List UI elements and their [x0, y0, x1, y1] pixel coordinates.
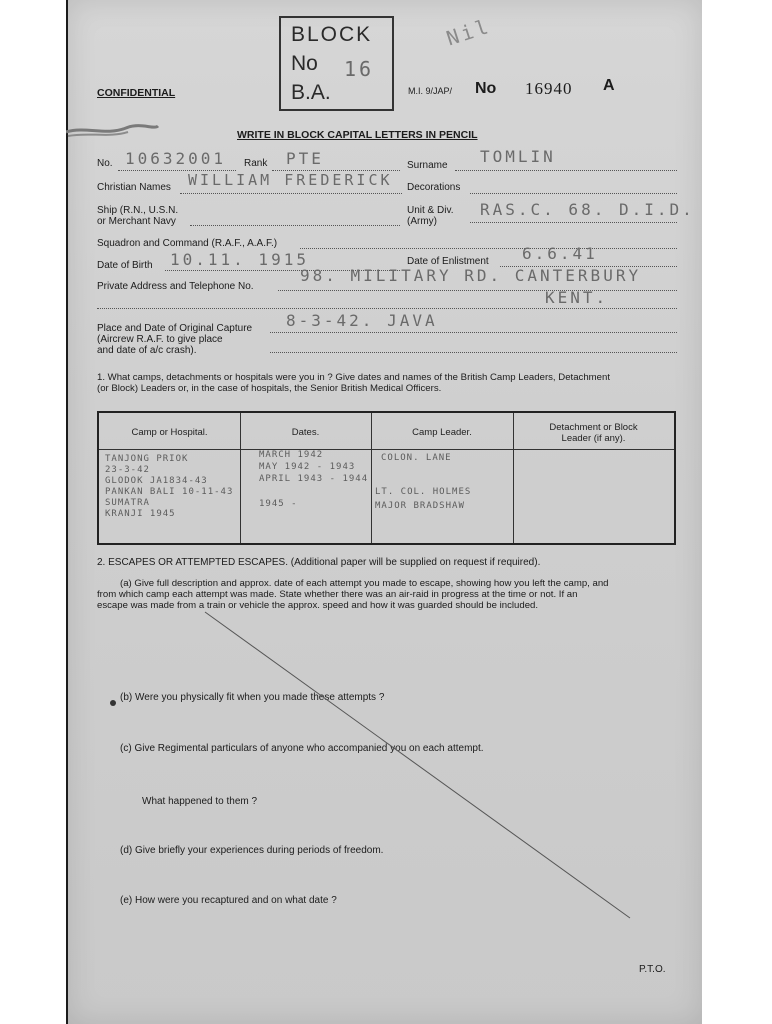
decorations-label: Decorations [407, 182, 461, 193]
camp-entry: GLODOK JA1834-43 [105, 476, 208, 486]
question-2a-line-3: escape was made from a train or vehicle the approx. speed and how it was guarded should be included. [97, 600, 539, 611]
header-camp: Camp or Hospital. [131, 427, 208, 438]
capture-label-2: (Aircrew R.A.F. to give place [97, 334, 223, 345]
instruction-heading: WRITE IN BLOCK CAPITAL LETTERS IN PENCIL [237, 129, 478, 141]
header-detachment-2: Leader (if any). [561, 433, 626, 444]
date-entry: MARCH 1942 [259, 450, 324, 460]
capture-value: 8-3-42. JAVA [286, 311, 438, 330]
question-2a-line-2: from which camp each attempt was made. State whether there was an air-raid in progress at the time or not. If an [97, 589, 578, 600]
unit-label-1: Unit & Div. [407, 205, 454, 216]
stamp-line-3: B.A. [291, 81, 331, 104]
leader-entry: MAJOR BRADSHAW [375, 501, 465, 511]
date-of-birth-value: 10.11. 1915 [170, 250, 309, 269]
question-2b: (b) Were you physically fit when you made these attempts ? [120, 692, 385, 703]
stamp-line-1: BLOCK [291, 23, 373, 46]
christian-names-value: WILLIAM FREDERICK [188, 171, 393, 189]
service-number-label: No. [97, 158, 113, 169]
unit-value: RAS.C. 68. D.I.D. [480, 200, 695, 219]
enlistment-label: Date of Enlistment [407, 256, 489, 267]
question-2d: (d) Give briefly your experiences during periods of freedom. [120, 845, 384, 856]
christian-names-label: Christian Names [97, 182, 171, 193]
question-1-line-1: 1. What camps, detachments or hospitals were you in ? Give dates and names of the British Camp Leaders, Detachment [97, 372, 610, 383]
address-value-1: 98. MILITARY RD. CANTERBURY [300, 266, 642, 285]
date-of-birth-label: Date of Birth [97, 260, 153, 271]
form-number: 16940 [525, 79, 573, 98]
capture-label-1: Place and Date of Original Capture [97, 323, 253, 334]
date-entry: APRIL 1943 - 1944 [259, 474, 369, 484]
camp-entry: 23-3-42 [105, 465, 150, 475]
stamp-line-2: No [291, 52, 318, 75]
address-label: Private Address and Telephone No. [97, 281, 254, 292]
question-2c-followup: What happened to them ? [142, 796, 258, 807]
stamp-handwritten-number: 16 [344, 57, 375, 81]
header-detachment-1: Detachment or Block [549, 422, 638, 433]
header-camp-leader: Camp Leader. [412, 427, 472, 438]
header-dates: Dates. [291, 427, 320, 438]
squadron-label: Squadron and Command (R.A.F., A.A.F.) [97, 238, 278, 249]
date-entry: MAY 1942 - 1943 [259, 462, 356, 472]
ship-label-1: Ship (R.N., U.S.N. [97, 205, 179, 216]
camp-entry: KRANJI 1945 [105, 509, 176, 519]
number-label: No [475, 80, 497, 97]
camp-entry: SUMATRA [105, 498, 150, 508]
question-2a-line-1: (a) Give full description and approx. date of each attempt you made to escape, showing how you left the camp, and [120, 578, 609, 589]
stamp-handwritten-corner: Nil [443, 13, 494, 51]
confidential-label: CONFIDENTIAL [97, 87, 176, 99]
mi-reference: M.I. 9/JAP/ [408, 86, 453, 96]
surname-value: TOMLIN [480, 147, 556, 166]
form-suffix: A [603, 77, 615, 94]
enlistment-value: 6.6.41 [522, 244, 598, 263]
unit-label-2: (Army) [407, 216, 437, 227]
rank-label: Rank [244, 158, 268, 169]
question-2c: (c) Give Regimental particulars of anyone who accompanied you on each attempt. [120, 743, 484, 754]
ship-label-2: or Merchant Navy [97, 216, 176, 227]
pto-label: P.T.O. [639, 964, 666, 975]
surname-label: Surname [407, 160, 448, 171]
date-entry: 1945 - [259, 499, 298, 509]
service-number-value: 10632001 [125, 149, 227, 168]
capture-label-3: and date of a/c crash). [97, 345, 197, 356]
question-2-title: 2. ESCAPES OR ATTEMPTED ESCAPES. (Additional paper will be supplied on request if required). [97, 557, 541, 568]
camp-entry: TANJONG PRIOK [105, 454, 189, 464]
rank-value: PTE [286, 149, 324, 168]
question-1-line-2: (or Block) Leaders or, in the case of hospitals, the Senior British Medical Officers. [97, 383, 442, 394]
leader-entry: COLON. LANE [381, 453, 452, 463]
address-value-2: KENT. [545, 288, 609, 307]
leader-entry: LT. COL. HOLMES [375, 487, 472, 497]
camp-entry: PANKAN BALI 10-11-43 [105, 487, 234, 497]
question-2e: (e) How were you recaptured and on what date ? [120, 895, 337, 906]
